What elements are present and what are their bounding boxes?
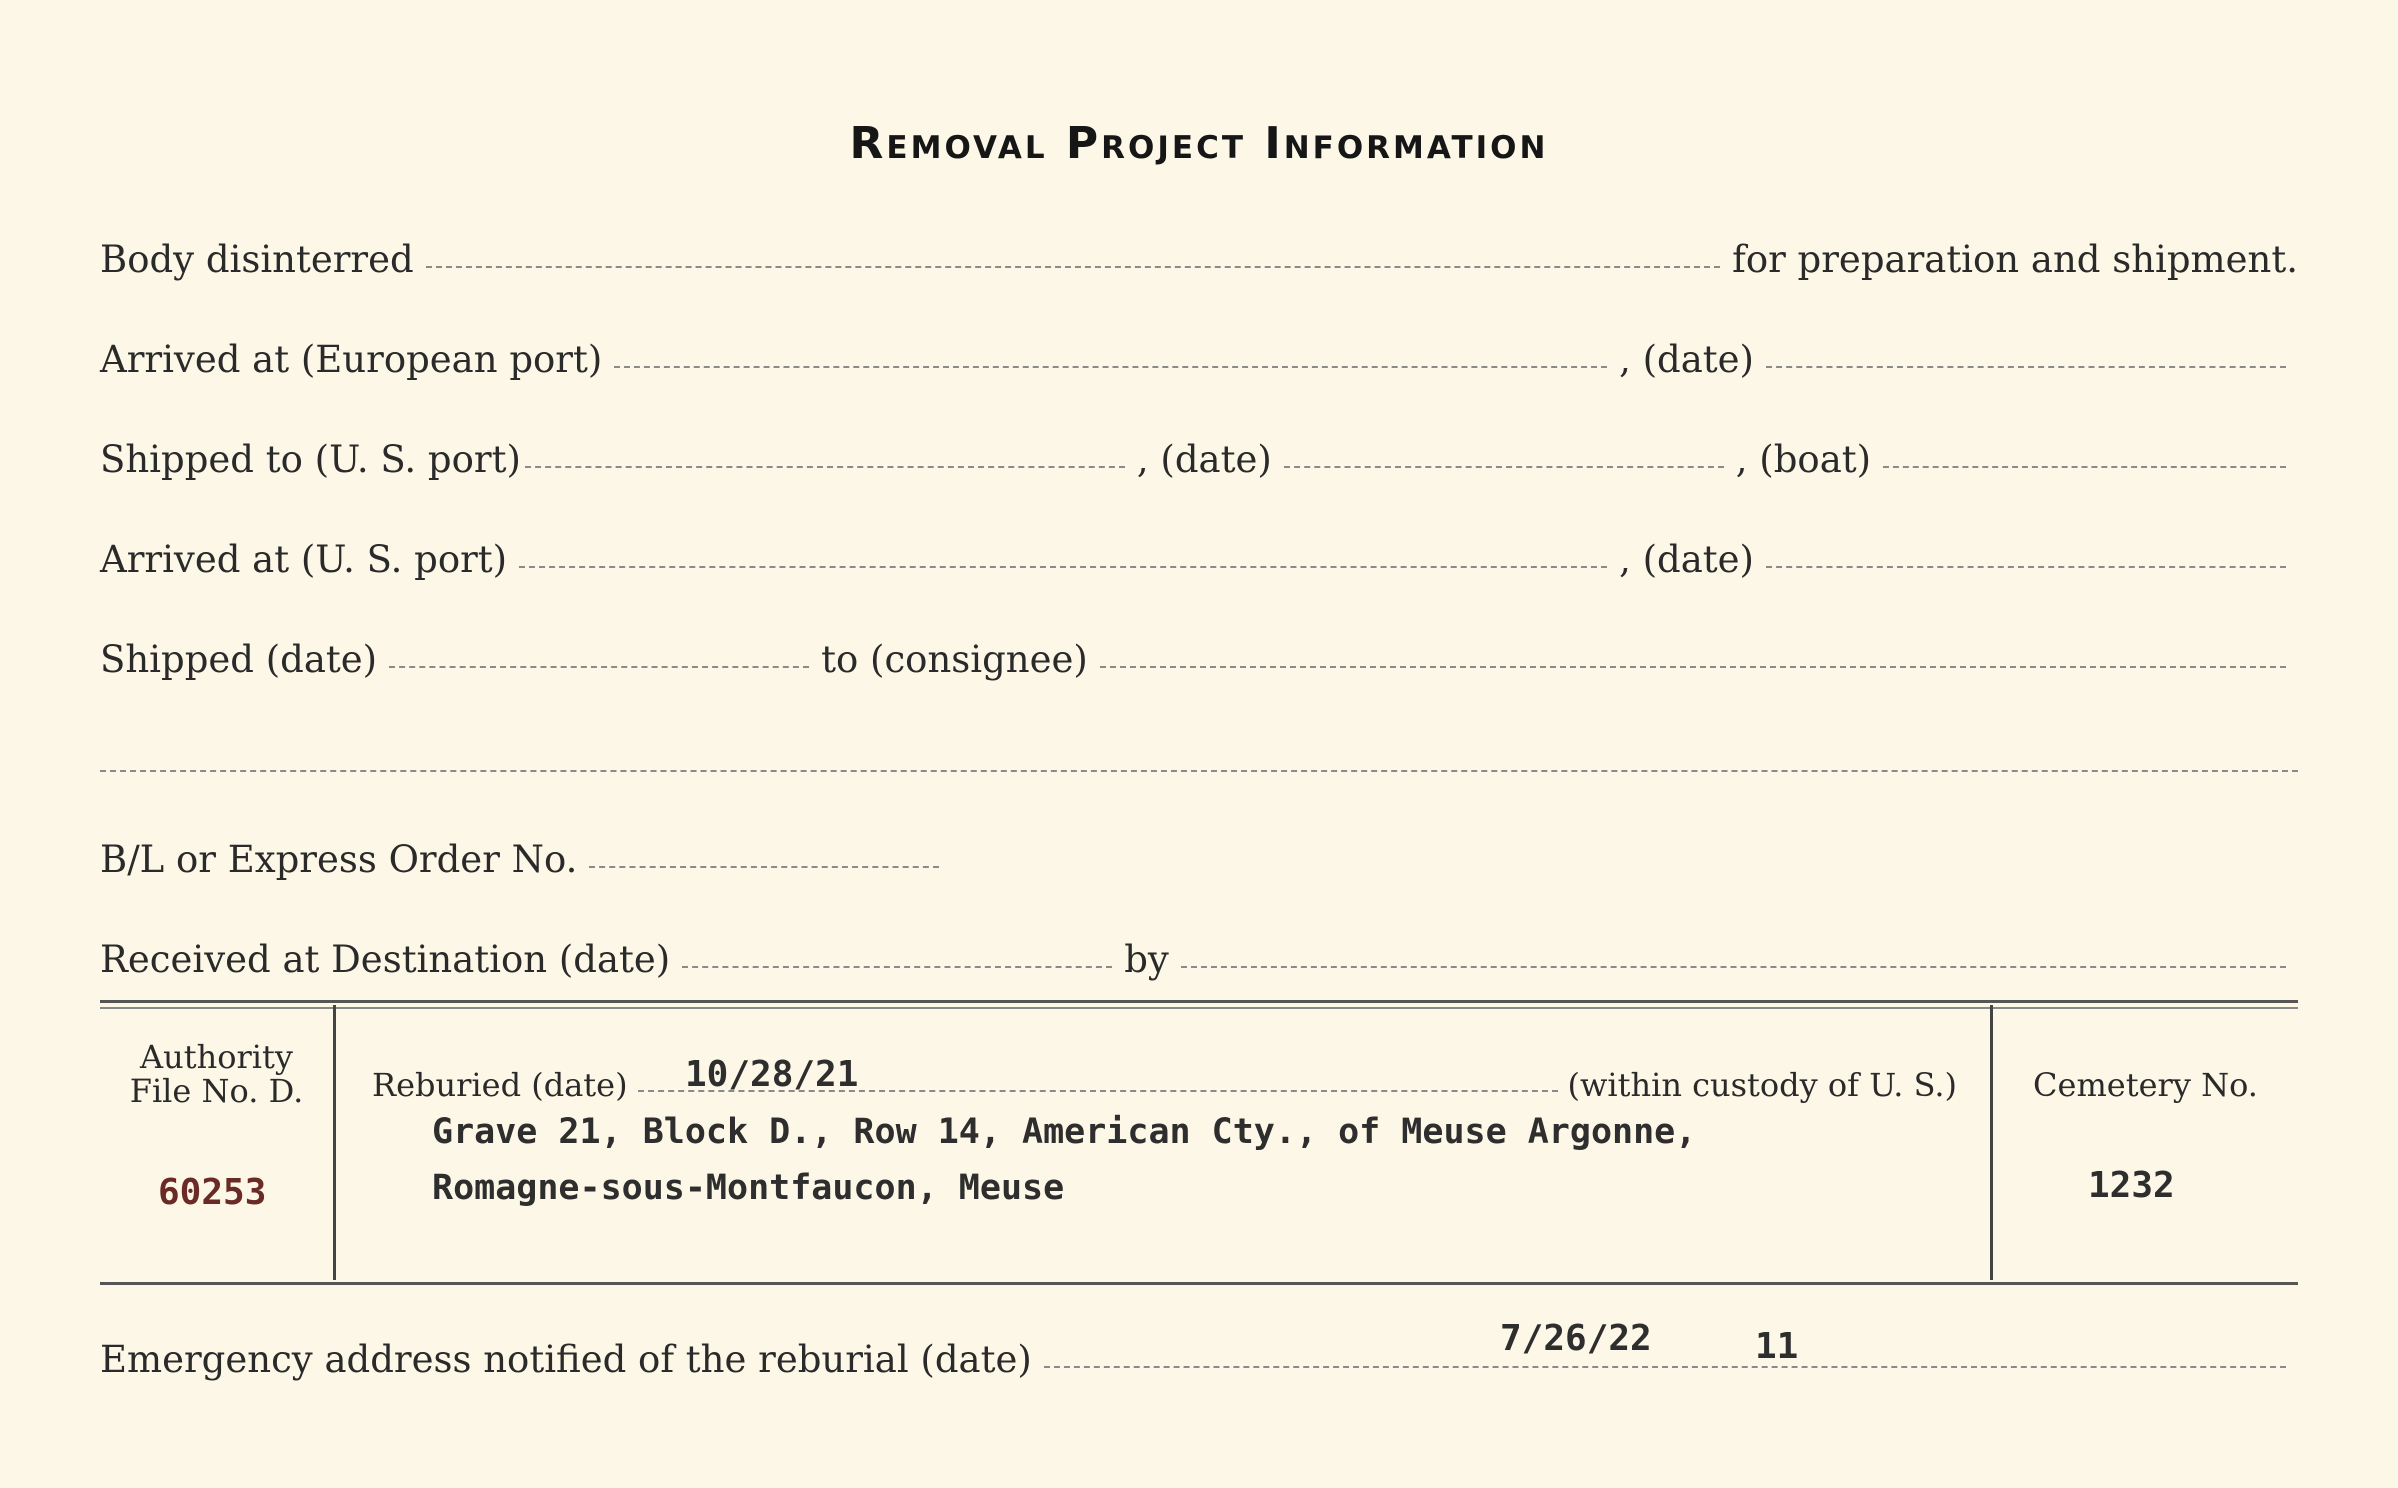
arrived-us-date-label: , (date) xyxy=(1619,538,1754,581)
emergency-date-value: 7/26/22 xyxy=(1500,1318,1652,1359)
consignee-continuation-line xyxy=(100,770,2298,772)
authority-label-line-1: Authority xyxy=(140,1038,293,1076)
cemetery-label: Cemetery No. xyxy=(2033,1066,2258,1104)
arrived-european-label: Arrived at (European port) xyxy=(100,338,603,381)
bl-order-label: B/L or Express Order No. xyxy=(100,838,578,881)
boat-label: , (boat) xyxy=(1735,438,1872,481)
consignee-label: to (consignee) xyxy=(821,638,1088,681)
shipped-date-label: Shipped (date) xyxy=(100,638,378,681)
row-body-disinterred xyxy=(100,238,2298,281)
authority-label xyxy=(100,1040,333,1108)
row-arrived-us xyxy=(100,538,2298,581)
emergency-label: Emergency address notified of the reburial (date) xyxy=(100,1338,1032,1381)
reburied-date-value: 10/28/21 xyxy=(685,1054,859,1095)
table-divider-right xyxy=(1990,1005,1993,1280)
row-arrived-european xyxy=(100,338,2298,381)
preparation-label: for preparation and shipment. xyxy=(1732,238,2298,281)
row-received-destination xyxy=(100,938,2298,981)
grave-location-line-1: Grave 21, Block D., Row 14, American Cty., of Meuse Argonne, xyxy=(432,1112,1697,1152)
authority-file-number: 60253 xyxy=(158,1172,267,1213)
row-shipped-us xyxy=(100,438,2298,481)
received-destination-label: Received at Destination (date) xyxy=(100,938,671,981)
row-shipped-date xyxy=(100,638,2298,681)
authority-label-line-2: File No. D. xyxy=(129,1072,304,1110)
arrived-us-date-line xyxy=(1766,565,2286,568)
reburied-label: Reburied (date) xyxy=(372,1066,628,1104)
custody-label: (within custody of U. S.) xyxy=(1567,1066,1957,1104)
arrived-european-date-line xyxy=(1766,365,2286,368)
shipped-us-date-label: , (date) xyxy=(1136,438,1272,481)
shipped-date-line xyxy=(389,665,809,668)
boat-line xyxy=(1883,465,2286,468)
bl-order-line xyxy=(589,865,939,868)
by-line xyxy=(1181,965,2286,968)
table-bottom-rule xyxy=(100,1282,2298,1285)
row-bl-order xyxy=(100,838,2298,881)
table-top-rule xyxy=(100,1000,2298,1009)
arrived-us-label: Arrived at (U. S. port) xyxy=(100,538,508,581)
arrived-european-line xyxy=(614,365,1607,368)
emergency-line xyxy=(1044,1365,2286,1368)
cemetery-number: 1232 xyxy=(2088,1165,2175,1206)
by-label: by xyxy=(1124,938,1169,981)
card-title: Removal Project Information xyxy=(849,118,1549,169)
row-emergency xyxy=(100,1338,2298,1381)
arrived-us-line xyxy=(519,565,1607,568)
received-destination-line xyxy=(682,965,1112,968)
reburied-row xyxy=(372,1066,1957,1104)
body-disinterred-label: Body disinterred xyxy=(100,238,414,281)
shipped-us-line xyxy=(525,465,1125,468)
shipped-us-date-line xyxy=(1284,465,1724,468)
emergency-code-value: 11 xyxy=(1755,1326,1799,1367)
table-divider-left xyxy=(333,1005,336,1280)
consignee-line xyxy=(1100,665,2286,668)
grave-location-line-2: Romagne-sous-Montfaucon, Meuse xyxy=(432,1168,1065,1208)
body-disinterred-line xyxy=(426,265,1720,268)
arrived-european-date-label: , (date) xyxy=(1619,338,1754,381)
shipped-us-label: Shipped to (U. S. port) xyxy=(100,438,521,481)
